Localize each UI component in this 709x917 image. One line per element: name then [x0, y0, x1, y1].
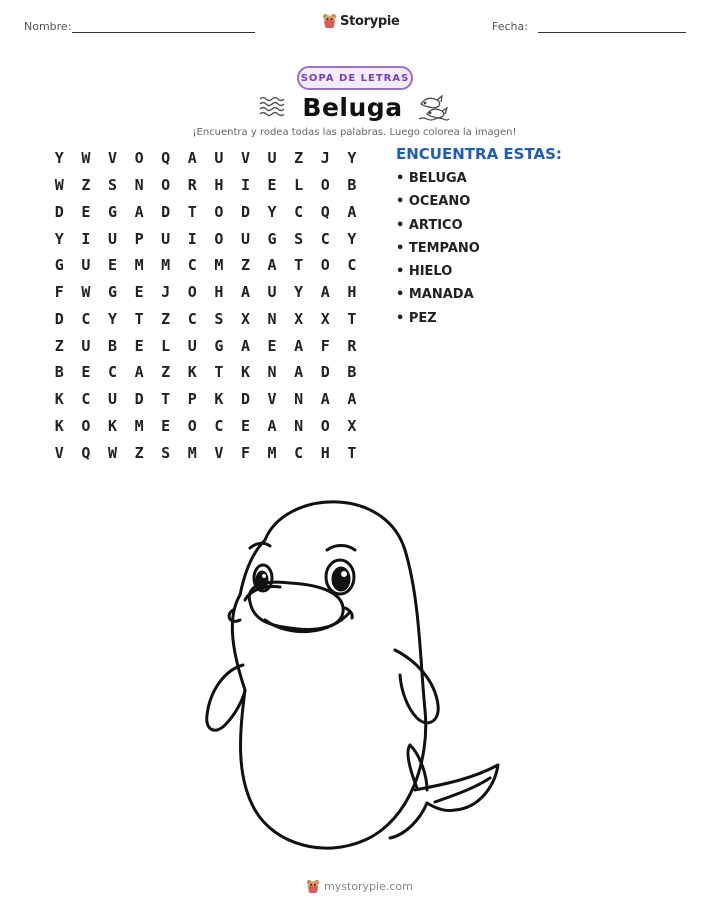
grid-letter[interactable]: Y: [267, 202, 277, 221]
grid-letter[interactable]: U: [214, 149, 224, 168]
grid-letter[interactable]: O: [81, 416, 91, 435]
grid-letter[interactable]: C: [187, 309, 197, 328]
grid-letter[interactable]: A: [320, 390, 330, 409]
grid-letter[interactable]: R: [347, 336, 357, 355]
grid-letter[interactable]: Y: [347, 229, 357, 248]
grid-letter[interactable]: B: [347, 176, 357, 195]
date-label: Fecha:: [492, 20, 528, 33]
brand-name: Storypie: [340, 13, 400, 29]
grid-letter[interactable]: H: [214, 176, 224, 195]
grid-letter[interactable]: T: [347, 443, 357, 462]
grid-letter[interactable]: Q: [81, 443, 91, 462]
grid-letter[interactable]: U: [107, 229, 117, 248]
grid-letter[interactable]: X: [320, 309, 330, 328]
word-item: • OCEANO: [396, 194, 471, 210]
grid-letter[interactable]: H: [347, 283, 357, 302]
grid-letter[interactable]: E: [134, 283, 144, 302]
grid-letter[interactable]: O: [320, 416, 330, 435]
title-row: [0, 92, 709, 122]
grid-letter[interactable]: G: [54, 256, 64, 275]
grid-letter[interactable]: U: [161, 229, 171, 248]
grid-letter[interactable]: O: [320, 256, 330, 275]
grid-letter[interactable]: A: [294, 363, 304, 382]
grid-letter[interactable]: Z: [81, 176, 91, 195]
grid-letter[interactable]: O: [320, 176, 330, 195]
grid-letter[interactable]: K: [54, 390, 64, 409]
grid-letter[interactable]: S: [214, 309, 224, 328]
grid-letter[interactable]: N: [294, 390, 304, 409]
grid-letter[interactable]: N: [267, 363, 277, 382]
grid-letter[interactable]: S: [107, 176, 117, 195]
grid-letter[interactable]: M: [267, 443, 277, 462]
footer-url[interactable]: mystorypie.com: [324, 880, 413, 893]
grid-letter[interactable]: U: [81, 256, 91, 275]
grid-letter[interactable]: O: [134, 149, 144, 168]
bear-mascot-icon: [322, 13, 337, 29]
grid-letter[interactable]: D: [161, 202, 171, 221]
grid-letter[interactable]: E: [267, 176, 277, 195]
grid-letter[interactable]: Z: [134, 443, 144, 462]
grid-letter[interactable]: K: [187, 363, 197, 382]
bear-mascot-icon: [306, 879, 320, 894]
grid-letter[interactable]: G: [267, 229, 277, 248]
grid-letter[interactable]: I: [187, 229, 197, 248]
grid-letter[interactable]: H: [214, 283, 224, 302]
grid-letter[interactable]: G: [107, 202, 117, 221]
grid-letter[interactable]: Y: [54, 229, 64, 248]
grid-letter[interactable]: R: [187, 176, 197, 195]
grid-letter[interactable]: F: [320, 336, 330, 355]
grid-letter[interactable]: O: [187, 416, 197, 435]
grid-letter[interactable]: Z: [54, 336, 64, 355]
grid-letter[interactable]: T: [161, 390, 171, 409]
grid-letter[interactable]: U: [240, 229, 250, 248]
grid-letter[interactable]: N: [267, 309, 277, 328]
beluga-pair-icon: [417, 92, 451, 122]
grid-letter[interactable]: Y: [107, 309, 117, 328]
grid-letter[interactable]: C: [214, 416, 224, 435]
grid-letter[interactable]: Y: [54, 149, 64, 168]
grid-letter[interactable]: O: [161, 176, 171, 195]
grid-letter[interactable]: W: [81, 149, 91, 168]
page-title: Beluga: [302, 92, 403, 122]
grid-letter[interactable]: T: [187, 202, 197, 221]
grid-letter[interactable]: Y: [347, 149, 357, 168]
grid-letter[interactable]: S: [294, 229, 304, 248]
grid-letter[interactable]: E: [107, 256, 117, 275]
grid-letter[interactable]: U: [187, 336, 197, 355]
grid-letter[interactable]: E: [81, 202, 91, 221]
grid-letter[interactable]: I: [240, 176, 250, 195]
beluga-coloring-illustration[interactable]: [195, 490, 515, 860]
grid-letter[interactable]: L: [294, 176, 304, 195]
word-search-badge: SOPA DE LETRAS: [297, 66, 413, 90]
grid-letter[interactable]: A: [347, 202, 357, 221]
grid-letter[interactable]: C: [81, 309, 91, 328]
grid-letter[interactable]: B: [54, 363, 64, 382]
grid-letter[interactable]: A: [267, 416, 277, 435]
grid-letter[interactable]: D: [240, 202, 250, 221]
grid-letter[interactable]: A: [347, 390, 357, 409]
grid-letter[interactable]: J: [161, 283, 171, 302]
grid-letter[interactable]: F: [54, 283, 64, 302]
brand-logo: [322, 13, 400, 29]
grid-letter[interactable]: P: [134, 229, 144, 248]
grid-letter[interactable]: W: [54, 176, 64, 195]
grid-letter[interactable]: X: [347, 416, 357, 435]
grid-letter[interactable]: Q: [320, 202, 330, 221]
grid-letter[interactable]: N: [294, 416, 304, 435]
grid-letter[interactable]: Z: [161, 309, 171, 328]
grid-letter[interactable]: A: [134, 363, 144, 382]
word-item: • MANADA: [396, 287, 474, 303]
grid-letter[interactable]: E: [267, 336, 277, 355]
grid-letter[interactable]: B: [347, 363, 357, 382]
date-field-line[interactable]: [538, 32, 686, 33]
grid-letter[interactable]: V: [107, 149, 117, 168]
waves-icon: [258, 94, 288, 120]
grid-letter[interactable]: B: [107, 336, 117, 355]
grid-letter[interactable]: W: [81, 283, 91, 302]
grid-letter[interactable]: O: [214, 229, 224, 248]
grid-letter[interactable]: D: [134, 390, 144, 409]
grid-letter[interactable]: D: [54, 202, 64, 221]
grid-letter[interactable]: Z: [161, 363, 171, 382]
letter-grid[interactable]: [46, 145, 365, 466]
grid-letter[interactable]: A: [320, 283, 330, 302]
grid-letter[interactable]: U: [81, 336, 91, 355]
word-item: • PEZ: [396, 310, 437, 326]
grid-letter[interactable]: V: [240, 149, 250, 168]
grid-letter[interactable]: M: [134, 256, 144, 275]
grid-letter[interactable]: T: [294, 256, 304, 275]
grid-letter[interactable]: G: [214, 336, 224, 355]
grid-letter[interactable]: E: [240, 416, 250, 435]
grid-letter[interactable]: K: [107, 416, 117, 435]
grid-letter[interactable]: C: [81, 390, 91, 409]
grid-letter[interactable]: Z: [240, 256, 250, 275]
grid-letter[interactable]: K: [54, 416, 64, 435]
grid-letter[interactable]: U: [107, 390, 117, 409]
grid-letter[interactable]: G: [107, 283, 117, 302]
grid-letter[interactable]: O: [214, 202, 224, 221]
grid-letter[interactable]: W: [107, 443, 117, 462]
instructions-text: ¡Encuentra y rodea todas las palabras. Luego colorea la imagen!: [192, 127, 517, 138]
grid-letter[interactable]: M: [134, 416, 144, 435]
grid-letter[interactable]: C: [294, 202, 304, 221]
grid-letter[interactable]: C: [294, 443, 304, 462]
grid-letter[interactable]: E: [81, 363, 91, 382]
grid-letter[interactable]: F: [240, 443, 250, 462]
grid-letter[interactable]: D: [320, 363, 330, 382]
grid-letter[interactable]: U: [267, 149, 277, 168]
grid-letter[interactable]: D: [54, 309, 64, 328]
grid-letter[interactable]: K: [240, 363, 250, 382]
grid-letter[interactable]: M: [214, 256, 224, 275]
grid-letter[interactable]: M: [187, 443, 197, 462]
grid-letter[interactable]: D: [240, 390, 250, 409]
grid-letter[interactable]: A: [267, 256, 277, 275]
grid-letter[interactable]: V: [267, 390, 277, 409]
grid-letter[interactable]: J: [320, 149, 330, 168]
grid-letter[interactable]: A: [187, 149, 197, 168]
grid-letter[interactable]: Y: [294, 283, 304, 302]
grid-letter[interactable]: A: [240, 283, 250, 302]
grid-letter[interactable]: E: [134, 336, 144, 355]
grid-letter[interactable]: A: [294, 336, 304, 355]
grid-letter[interactable]: N: [134, 176, 144, 195]
grid-letter[interactable]: K: [214, 390, 224, 409]
word-item: • BELUGA: [396, 171, 467, 186]
grid-letter[interactable]: T: [134, 309, 144, 328]
grid-letter[interactable]: V: [214, 443, 224, 462]
grid-letter[interactable]: V: [54, 443, 64, 462]
grid-letter[interactable]: O: [187, 283, 197, 302]
footer: [306, 879, 413, 894]
word-item: • ARTICO: [396, 217, 463, 233]
name-label: Nombre:: [24, 20, 72, 33]
word-item: • TEMPANO: [396, 240, 480, 256]
grid-letter[interactable]: E: [161, 416, 171, 435]
grid-letter[interactable]: C: [320, 229, 330, 248]
grid-letter[interactable]: T: [347, 309, 357, 328]
grid-letter[interactable]: C: [347, 256, 357, 275]
grid-letter[interactable]: S: [161, 443, 171, 462]
grid-letter[interactable]: C: [107, 363, 117, 382]
grid-letter[interactable]: Z: [294, 149, 304, 168]
grid-letter[interactable]: U: [267, 283, 277, 302]
grid-letter[interactable]: I: [81, 229, 91, 248]
name-field-line[interactable]: [72, 32, 255, 33]
word-list-heading: ENCUENTRA ESTAS:: [396, 145, 562, 163]
grid-letter[interactable]: X: [294, 309, 304, 328]
grid-letter[interactable]: X: [240, 309, 250, 328]
grid-letter[interactable]: M: [161, 256, 171, 275]
word-item: • HIELO: [396, 264, 453, 280]
grid-letter[interactable]: T: [214, 363, 224, 382]
grid-letter[interactable]: H: [320, 443, 330, 462]
word-list: [396, 145, 562, 334]
grid-letter[interactable]: Q: [161, 149, 171, 168]
grid-letter[interactable]: L: [161, 336, 171, 355]
grid-letter[interactable]: P: [187, 390, 197, 409]
grid-letter[interactable]: A: [134, 202, 144, 221]
grid-letter[interactable]: C: [187, 256, 197, 275]
grid-letter[interactable]: A: [240, 336, 250, 355]
